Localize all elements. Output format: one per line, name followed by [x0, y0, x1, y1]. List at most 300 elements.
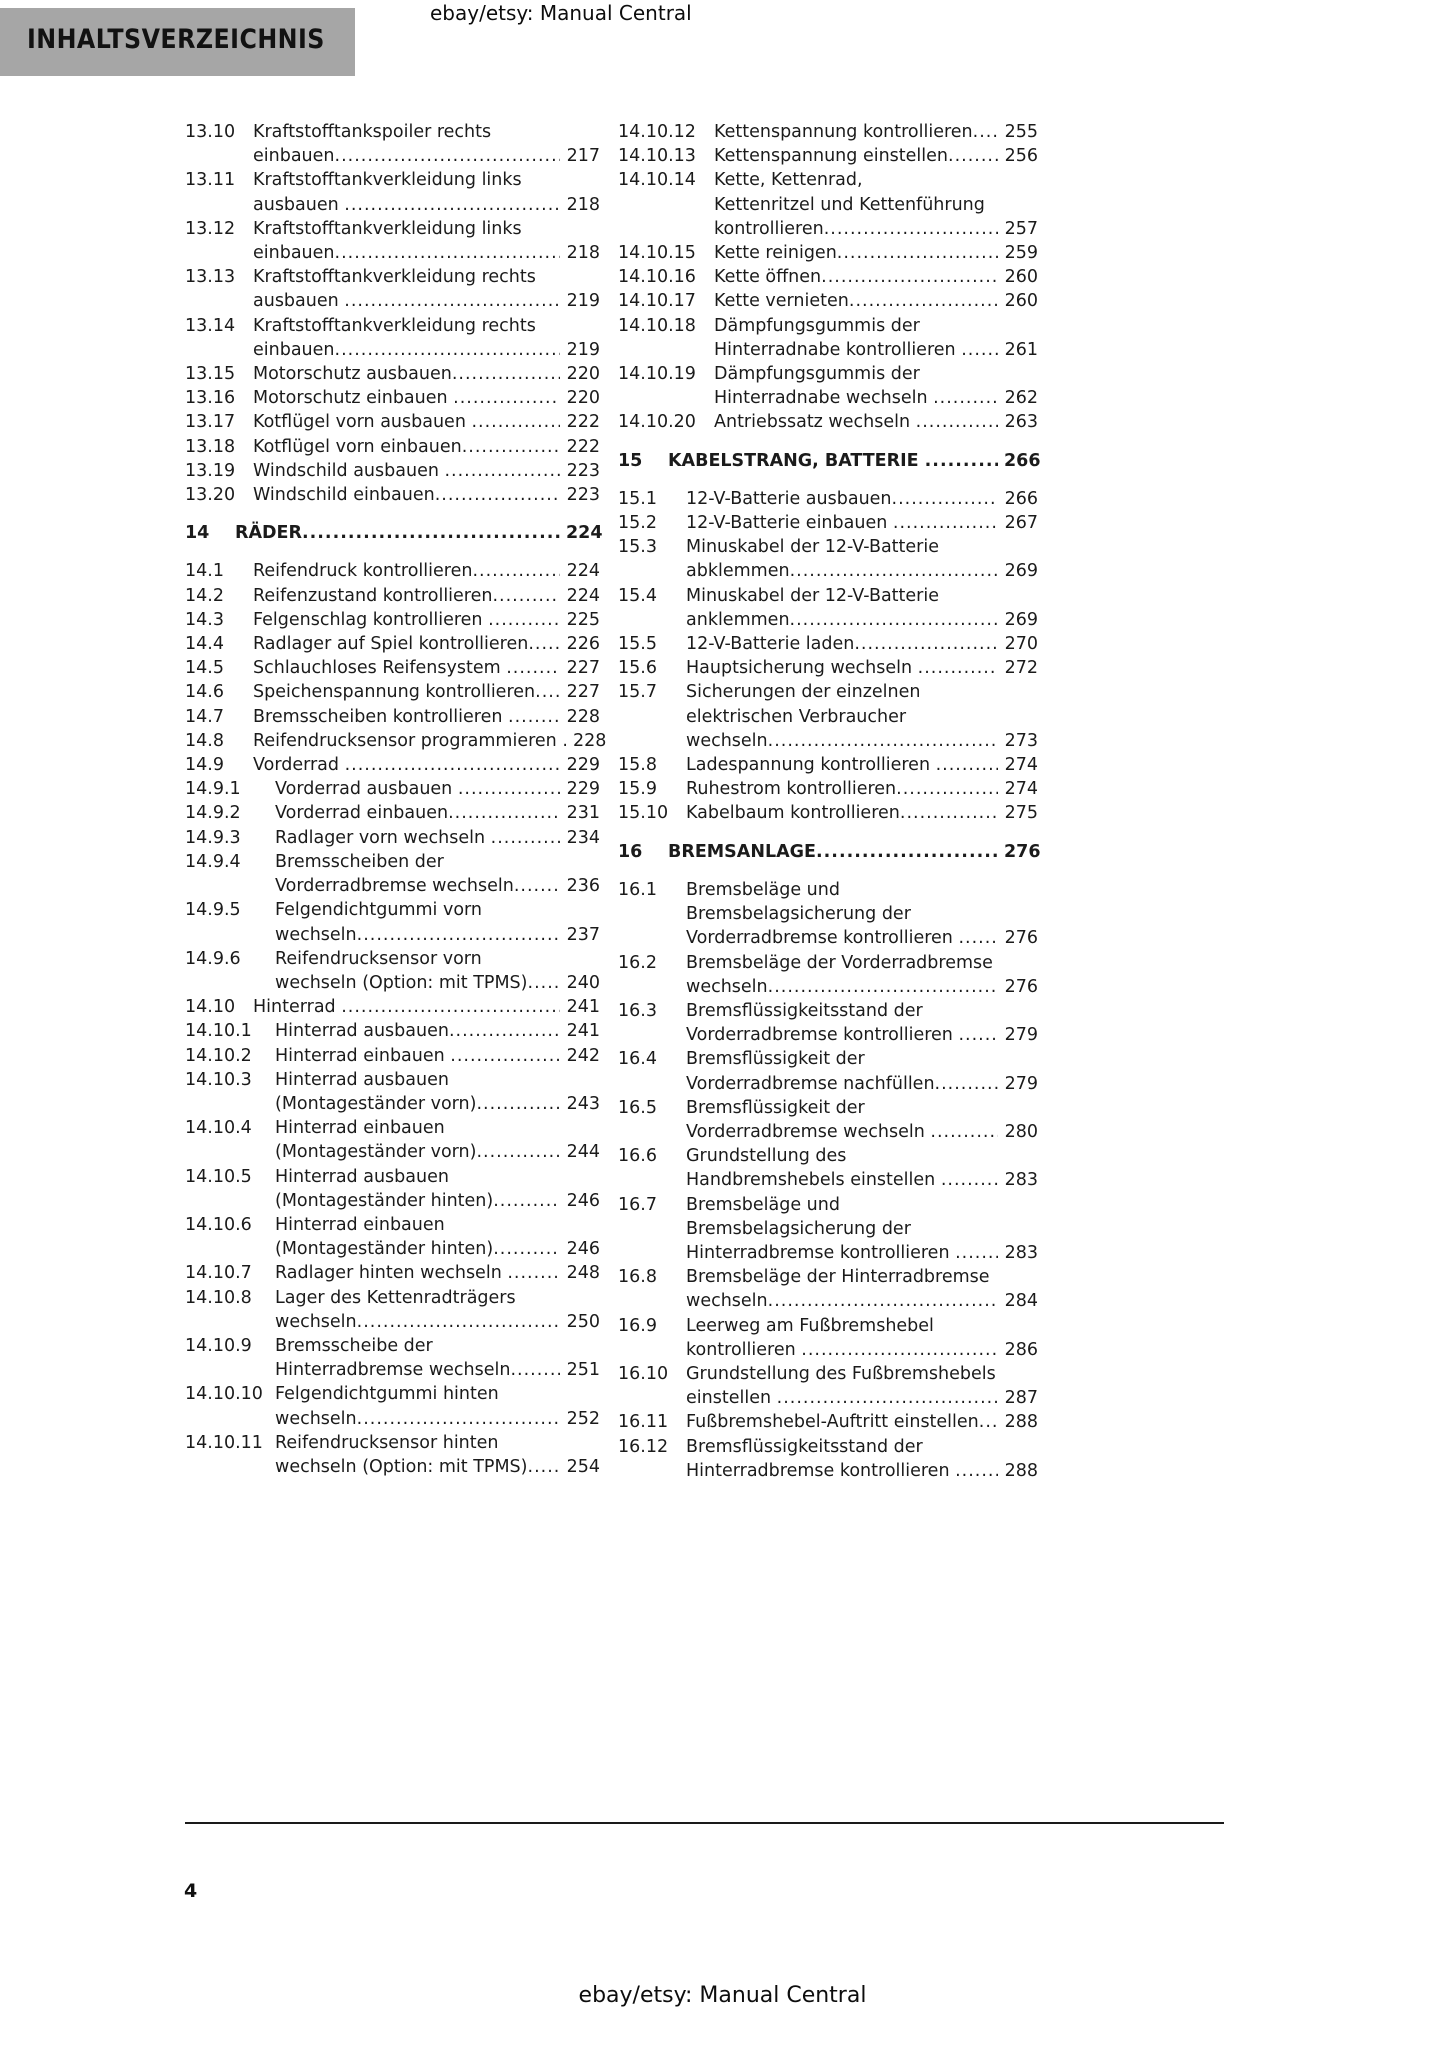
toc-entry-title: kontrollieren: [686, 1339, 802, 1360]
toc-entry-row[interactable]: [618, 144, 1038, 168]
toc-entry-title: Radlager vorn wechseln: [275, 827, 491, 848]
toc-page-number: 274: [1004, 779, 1038, 800]
toc-entry-row[interactable]: [618, 168, 1038, 241]
toc-entry-title: Lager des Kettenradträgers: [275, 1287, 516, 1308]
toc-chapter-row[interactable]: [618, 449, 1041, 473]
toc-entry-line: [686, 1120, 1038, 1144]
toc-entry-body: [253, 435, 600, 459]
toc-entry-line: [253, 608, 600, 632]
toc-entry-line: [714, 120, 1038, 144]
toc-entry-line: [686, 656, 1038, 680]
toc-entry-body: [253, 314, 600, 362]
toc-entry-row[interactable]: [185, 826, 600, 850]
toc-entry-title: wechseln: [275, 924, 357, 945]
toc-entry-body: [714, 362, 1038, 410]
toc-entry-line: [253, 168, 600, 192]
toc-entry-line: [686, 1168, 1038, 1192]
toc-entry-title: Vorderradbremse nachfüllen: [686, 1073, 935, 1094]
toc-entry-title: Reifenzustand kontrollieren: [253, 585, 493, 606]
toc-page-number: 252: [566, 1408, 600, 1429]
page-number: 4: [184, 1880, 198, 1902]
toc-entry-title: Bremsflüssigkeitsstand der: [686, 1000, 923, 1021]
toc-entry-title: Hinterrad ausbauen: [275, 1021, 449, 1042]
toc-entry-title: Hinterradbremse kontrollieren: [686, 1242, 956, 1263]
toc-page-number: 269: [1004, 609, 1038, 630]
toc-entry-row[interactable]: [185, 705, 600, 729]
toc-entry-row[interactable]: [618, 951, 1038, 999]
toc-entry-line: [275, 1044, 600, 1068]
toc-entry-row[interactable]: [618, 584, 1038, 632]
toc-entry-row[interactable]: [618, 1096, 1038, 1144]
toc-entry-row[interactable]: [618, 511, 1038, 535]
toc-page-number: 251: [566, 1360, 600, 1381]
toc-dot-leader: [357, 923, 560, 947]
toc-entry-row[interactable]: [185, 483, 600, 507]
toc-dot-leader: [535, 680, 560, 704]
toc-page-number: 241: [566, 1021, 600, 1042]
toc-entry-row[interactable]: [618, 632, 1038, 656]
toc-entry-title: Bremsscheiben kontrollieren: [253, 706, 509, 727]
toc-entry-title: Handbremshebels einstellen: [686, 1170, 941, 1191]
toc-entry-row[interactable]: [618, 656, 1038, 680]
toc-dot-leader: [491, 826, 560, 850]
toc-entry-row[interactable]: [618, 1265, 1038, 1313]
toc-entry-row[interactable]: [185, 559, 600, 583]
toc-page-number: 224: [566, 585, 600, 606]
toc-entry-title: Bremsflüssigkeitsstand der: [686, 1436, 923, 1457]
toc-entry-row[interactable]: [618, 801, 1038, 825]
toc-entry-title: Felgendichtgummi hinten: [275, 1384, 499, 1405]
toc-entry-body: [686, 801, 1038, 825]
toc-entry-title: Radlager auf Spiel kontrollieren: [253, 634, 529, 655]
toc-page-number: 220: [566, 388, 600, 409]
toc-entry-number: 14.4: [185, 634, 224, 655]
toc-entry-row[interactable]: [185, 584, 600, 608]
toc-entry-line: [686, 1265, 1038, 1289]
toc-entry-number: 16.1: [618, 879, 657, 900]
toc-entry-title: (Montageständer vorn): [275, 1093, 477, 1114]
toc-entry-row[interactable]: [618, 289, 1038, 313]
toc-entry-row[interactable]: [185, 1165, 600, 1213]
toc-page-number: 266: [1004, 488, 1038, 509]
toc-entry-title: Grundstellung des Fußbremshebels: [686, 1363, 996, 1384]
toc-entry-body: [253, 584, 600, 608]
toc-page-number: 220: [566, 364, 600, 385]
toc-entry-row[interactable]: [185, 1116, 600, 1164]
toc-entry-body: [253, 386, 600, 410]
toc-entry-title: RÄDER: [235, 523, 302, 544]
toc-entry-body: [668, 449, 1041, 473]
toc-entry-row[interactable]: [618, 680, 1038, 753]
toc-entry-row[interactable]: [618, 1410, 1038, 1434]
toc-entry-title: Windschild einbauen: [253, 485, 435, 506]
toc-entry-title: Bremsflüssigkeit der: [686, 1097, 865, 1118]
toc-entry-number: 15.3: [618, 537, 657, 558]
toc-entry-title: Motorschutz ausbauen: [253, 364, 452, 385]
toc-entry-row[interactable]: [185, 680, 600, 704]
toc-dot-leader: [357, 1407, 560, 1431]
toc-entry-line: [686, 753, 1038, 777]
toc-entry-title: Kettenspannung kontrollieren: [714, 122, 973, 142]
toc-entry-line: [253, 435, 600, 459]
toc-entry-line: [686, 511, 1038, 535]
toc-entry-line: [686, 1362, 1038, 1386]
toc-entry-number: 15.10: [618, 803, 669, 824]
toc-entry-row[interactable]: [618, 487, 1038, 511]
toc-page-number: 218: [566, 194, 600, 215]
toc-entry-title: Minuskabel der 12-V-Batterie: [686, 585, 939, 606]
toc-entry-row[interactable]: [185, 801, 600, 825]
toc-entry-title: ausbauen: [253, 194, 345, 215]
toc-entry-row[interactable]: [185, 656, 600, 680]
toc-entry-body: [253, 265, 600, 313]
toc-entry-line: [253, 995, 600, 1019]
toc-dot-leader: [837, 241, 998, 265]
toc-entry-body: [714, 241, 1038, 265]
toc-entry-row[interactable]: [185, 1286, 600, 1334]
toc-entry-row[interactable]: [618, 1047, 1038, 1095]
toc-entry-row[interactable]: [185, 120, 600, 168]
toc-entry-title: Vorderradbremse kontrollieren: [686, 1025, 959, 1046]
toc-entry-line: [714, 410, 1038, 434]
toc-entry-row[interactable]: [618, 362, 1038, 410]
toc-entry-title: Leerweg am Fußbremshebel: [686, 1315, 934, 1336]
toc-entry-body: [686, 1047, 1038, 1095]
toc-dot-leader: [471, 410, 560, 434]
toc-entry-body: [714, 289, 1038, 313]
toc-entry-row[interactable]: [618, 410, 1038, 434]
toc-entry-line: [275, 1358, 600, 1382]
toc-entry-line: [275, 1261, 600, 1285]
toc-page-number: 227: [566, 658, 600, 679]
toc-entry-number: 13.12: [185, 218, 236, 239]
toc-page-number: 225: [566, 609, 600, 630]
toc-entry-line: [253, 656, 600, 680]
toc-entry-body: [253, 656, 600, 680]
toc-entry-title: wechseln: [275, 1408, 357, 1429]
toc-dot-leader: [896, 777, 998, 801]
toc-entry-number: 14.10.13: [618, 146, 696, 167]
toc-chapter-row[interactable]: [185, 521, 603, 545]
toc-entry-body: [235, 521, 603, 545]
toc-entry-body: [686, 878, 1038, 951]
toc-dot-leader: [948, 144, 998, 168]
toc-page-number: 262: [1004, 388, 1038, 409]
page-title: INHALTSVERZEICHNIS: [27, 24, 325, 55]
toc-entry-line: [275, 801, 600, 825]
toc-dot-leader: [472, 559, 560, 583]
toc-page-number: 243: [566, 1093, 600, 1114]
toc-entry-row[interactable]: [185, 168, 600, 216]
toc-entry-body: [275, 1382, 600, 1430]
toc-entry-row[interactable]: [185, 1431, 600, 1479]
toc-entry-row[interactable]: [185, 947, 600, 995]
toc-entry-title: Kettenritzel und Kettenführung: [714, 194, 985, 215]
toc-entry-line: [275, 1310, 600, 1334]
toc-entry-row[interactable]: [618, 314, 1038, 362]
toc-entry-number: 15.9: [618, 779, 657, 800]
toc-entry-row[interactable]: [618, 1362, 1038, 1410]
toc-entry-title: Motorschutz einbauen: [253, 388, 454, 409]
toc-entry-title: Kraftstofftankverkleidung links: [253, 170, 522, 191]
toc-entry-number: 14.10.6: [185, 1214, 252, 1235]
toc-entry-body: [253, 362, 600, 386]
toc-entry-number: 16.7: [618, 1194, 657, 1215]
toc-entry-body: [275, 850, 600, 898]
toc-column-right: [618, 120, 1041, 1483]
toc-entry-line: [275, 971, 600, 995]
toc-entry-number: 14.10.20: [618, 412, 696, 433]
toc-entry-title: 12-V-Batterie laden: [686, 634, 855, 655]
toc-entry-row[interactable]: [185, 1261, 600, 1285]
toc-entry-line: [253, 729, 607, 753]
toc-page-number: 257: [1004, 218, 1038, 239]
toc-entry-body: [686, 1265, 1038, 1313]
toc-entry-title: Hinterrad einbauen: [275, 1045, 451, 1066]
toc-page-number: 261: [1004, 339, 1038, 360]
toc-entry-body: [686, 1144, 1038, 1192]
toc-dot-leader: [508, 705, 560, 729]
toc-entry-row[interactable]: [185, 850, 600, 898]
toc-dot-leader: [476, 1092, 560, 1116]
toc-entry-body: [275, 1213, 600, 1261]
toc-entry-line: [714, 168, 1038, 192]
toc-entry-body: [253, 120, 600, 168]
toc-dot-leader: [933, 386, 998, 410]
toc-entry-row[interactable]: [185, 729, 607, 753]
toc-entry-title: Kette vernieten: [714, 291, 849, 312]
toc-entry-title: Hinterradnabe kontrollieren: [714, 339, 962, 360]
toc-entry-number: 14.10.7: [185, 1263, 252, 1284]
toc-dot-leader: [892, 487, 998, 511]
toc-page-number: 254: [566, 1456, 600, 1477]
toc-entry-body: [275, 947, 600, 995]
toc-entry-line: [253, 632, 600, 656]
toc-entry-line: [253, 386, 600, 410]
toc-entry-title: Hinterradnabe wechseln: [714, 388, 934, 409]
toc-entry-number: 16.12: [618, 1436, 669, 1457]
toc-entry-row[interactable]: [618, 535, 1038, 583]
toc-entry-row[interactable]: [618, 1193, 1038, 1266]
toc-entry-line: [686, 951, 1038, 975]
toc-entry-number: 14.5: [185, 658, 224, 679]
toc-entry-row[interactable]: [185, 314, 600, 362]
toc-entry-row[interactable]: [618, 1314, 1038, 1362]
toc-dot-leader: [973, 120, 998, 144]
toc-dot-leader: [449, 1019, 560, 1043]
toc-entry-line: [275, 1431, 600, 1455]
toc-entry-body: [668, 840, 1041, 864]
toc-entry-line: [253, 265, 600, 289]
toc-dot-leader: [961, 338, 998, 362]
toc-entry-title: Minuskabel der 12-V-Batterie: [686, 537, 939, 558]
toc-entry-title: Vorderradbremse kontrollieren: [686, 928, 959, 949]
toc-entry-line: [253, 314, 600, 338]
toc-entry-line: [275, 874, 600, 898]
toc-entry-line: [686, 1023, 1038, 1047]
toc-entry-row[interactable]: [185, 898, 600, 946]
toc-dot-leader: [462, 435, 560, 459]
toc-entry-line: [686, 801, 1038, 825]
toc-dot-leader: [335, 144, 560, 168]
toc-entry-body: [275, 1116, 600, 1164]
toc-entry-number: 13.17: [185, 412, 236, 433]
toc-entry-title: Dämpfungsgummis der: [714, 315, 920, 336]
toc-entry-title: Vorderradbremse wechseln: [686, 1121, 931, 1142]
toc-entry-line: [686, 1459, 1038, 1483]
toc-entry-number: 15.1: [618, 488, 657, 509]
toc-entry-row[interactable]: [185, 777, 600, 801]
toc-entry-number: 16: [618, 841, 643, 862]
toc-entry-row[interactable]: [618, 265, 1038, 289]
toc-dot-leader: [335, 338, 560, 362]
toc-entry-row[interactable]: [618, 777, 1038, 801]
toc-entry-number: 14.10.18: [618, 315, 696, 336]
toc-dot-leader: [916, 410, 998, 434]
toc-entry-row[interactable]: [185, 753, 600, 777]
toc-entry-body: [686, 511, 1038, 535]
toc-page-number: 272: [1004, 658, 1038, 679]
toc-page-number: 244: [566, 1142, 600, 1163]
toc-dot-leader: [955, 1241, 998, 1265]
toc-entry-row[interactable]: [618, 241, 1038, 265]
toc-dot-leader: [816, 840, 998, 864]
toc-entry-number: 16.11: [618, 1412, 669, 1433]
toc-entry-row[interactable]: [185, 386, 600, 410]
toc-entry-title: Hinterrad einbauen: [275, 1214, 445, 1235]
toc-entry-row[interactable]: [185, 265, 600, 313]
toc-entry-title: wechseln: [686, 976, 768, 997]
toc-entry-body: [714, 144, 1038, 168]
toc-page-number: 217: [566, 146, 600, 167]
toc-entry-line: [714, 144, 1038, 168]
toc-entry-number: 13.18: [185, 436, 236, 457]
toc-entry-title: Felgendichtgummi vorn: [275, 900, 483, 921]
toc-entry-number: 13.14: [185, 315, 236, 336]
toc-entry-row[interactable]: [618, 999, 1038, 1047]
toc-entry-title: Hinterrad ausbauen: [275, 1069, 449, 1090]
toc-entry-title: wechseln (Option: mit TPMS): [275, 972, 528, 993]
toc-dot-leader: [302, 521, 560, 545]
toc-entry-row[interactable]: [185, 217, 600, 265]
toc-entry-body: [275, 898, 600, 946]
toc-chapter-row[interactable]: [618, 840, 1041, 864]
toc-entry-row[interactable]: [185, 410, 600, 434]
toc-entry-number: 16.8: [618, 1267, 657, 1288]
toc-page-number: 223: [566, 460, 600, 481]
toc-entry-title: Hinterrad einbauen: [275, 1118, 445, 1139]
toc-entry-line: [275, 850, 600, 874]
toc-entry-body: [253, 168, 600, 216]
toc-entry-row[interactable]: [185, 459, 600, 483]
toc-page-number: 267: [1004, 513, 1038, 534]
toc-entry-line: [275, 1116, 600, 1140]
toc-entry-body: [275, 1261, 600, 1285]
toc-dot-leader: [453, 386, 560, 410]
toc-entry-number: 14.10.8: [185, 1287, 252, 1308]
toc-entry-number: 14.9.3: [185, 827, 241, 848]
toc-entry-row[interactable]: [185, 362, 600, 386]
toc-entry-number: 14.10.5: [185, 1166, 252, 1187]
toc-entry-row[interactable]: [185, 632, 600, 656]
toc-entry-title: Reifendrucksensor hinten: [275, 1432, 499, 1453]
toc-entry-title: Bremsbeläge und: [686, 879, 840, 900]
toc-entry-line: [253, 559, 600, 583]
toc-dot-leader: [941, 1168, 998, 1192]
toc-entry-number: 14.10.10: [185, 1384, 263, 1405]
toc-entry-body: [275, 1286, 600, 1334]
toc-entry-row[interactable]: [185, 1213, 600, 1261]
toc-entry-number: 14.10: [185, 997, 236, 1018]
toc-entry-title: Vorderrad ausbauen: [275, 779, 458, 800]
toc-entry-body: [253, 459, 600, 483]
toc-entry-body: [686, 680, 1038, 753]
toc-entry-title: wechseln: [686, 730, 768, 751]
toc-dot-leader: [528, 632, 560, 656]
toc-entry-body: [686, 777, 1038, 801]
toc-entry-body: [253, 753, 600, 777]
toc-entry-title: Kraftstofftankverkleidung rechts: [253, 315, 536, 336]
toc-entry-row[interactable]: [618, 120, 1038, 144]
toc-entry-line: [275, 947, 600, 971]
toc-entry-title: KABELSTRANG, BATTERIE: [668, 450, 925, 471]
toc-entry-line: [686, 1144, 1038, 1168]
toc-entry-row[interactable]: [618, 753, 1038, 777]
toc-entry-row[interactable]: [185, 1068, 600, 1116]
toc-entry-row[interactable]: [185, 608, 600, 632]
toc-entry-line: [686, 705, 1038, 729]
toc-entry-title: Kraftstofftankspoiler rechts: [253, 122, 492, 142]
toc-entry-row[interactable]: [618, 1435, 1038, 1483]
toc-page-number: 246: [566, 1190, 600, 1211]
toc-page-number: 240: [566, 972, 600, 993]
toc-page-number: 234: [566, 827, 600, 848]
toc-entry-line: [253, 705, 600, 729]
toc-entry-title: Kotflügel vorn einbauen: [253, 436, 462, 457]
toc-entry-title: Bremsbeläge und: [686, 1194, 840, 1215]
toc-entry-row[interactable]: [185, 1019, 600, 1043]
toc-entry-number: 14.1: [185, 561, 224, 582]
toc-entry-line: [668, 840, 1041, 864]
toc-entry-number: 14.10.19: [618, 364, 696, 385]
toc-entry-title: Vorderradbremse wechseln: [275, 876, 514, 897]
toc-entry-line: [275, 1213, 600, 1237]
toc-entry-line: [686, 1386, 1038, 1410]
toc-entry-body: [686, 999, 1038, 1047]
toc-entry-line: [686, 1072, 1038, 1096]
toc-dot-leader: [506, 656, 560, 680]
toc-dot-leader: [345, 753, 560, 777]
toc-entry-body: [253, 608, 600, 632]
toc-entry-row[interactable]: [185, 1044, 600, 1068]
toc-entry-row[interactable]: [618, 1144, 1038, 1192]
toc-page-number: 237: [566, 924, 600, 945]
toc-entry-title: Bremsscheibe der: [275, 1335, 433, 1356]
toc-entry-title: BREMSANLAGE: [668, 841, 816, 862]
toc-entry-line: [714, 386, 1038, 410]
toc-entry-row[interactable]: [185, 995, 600, 1019]
toc-entry-row[interactable]: [185, 1334, 600, 1382]
toc-entry-line: [253, 680, 600, 704]
toc-dot-leader: [790, 608, 998, 632]
toc-dot-leader: [344, 289, 560, 313]
toc-entry-title: einstellen: [686, 1388, 777, 1409]
toc-entry-title: Speichenspannung kontrollieren: [253, 682, 536, 703]
toc-page-number: 276: [1004, 841, 1041, 862]
toc-entry-row[interactable]: [618, 878, 1038, 951]
toc-entry-row[interactable]: [185, 1382, 600, 1430]
toc-entry-row[interactable]: [185, 435, 600, 459]
